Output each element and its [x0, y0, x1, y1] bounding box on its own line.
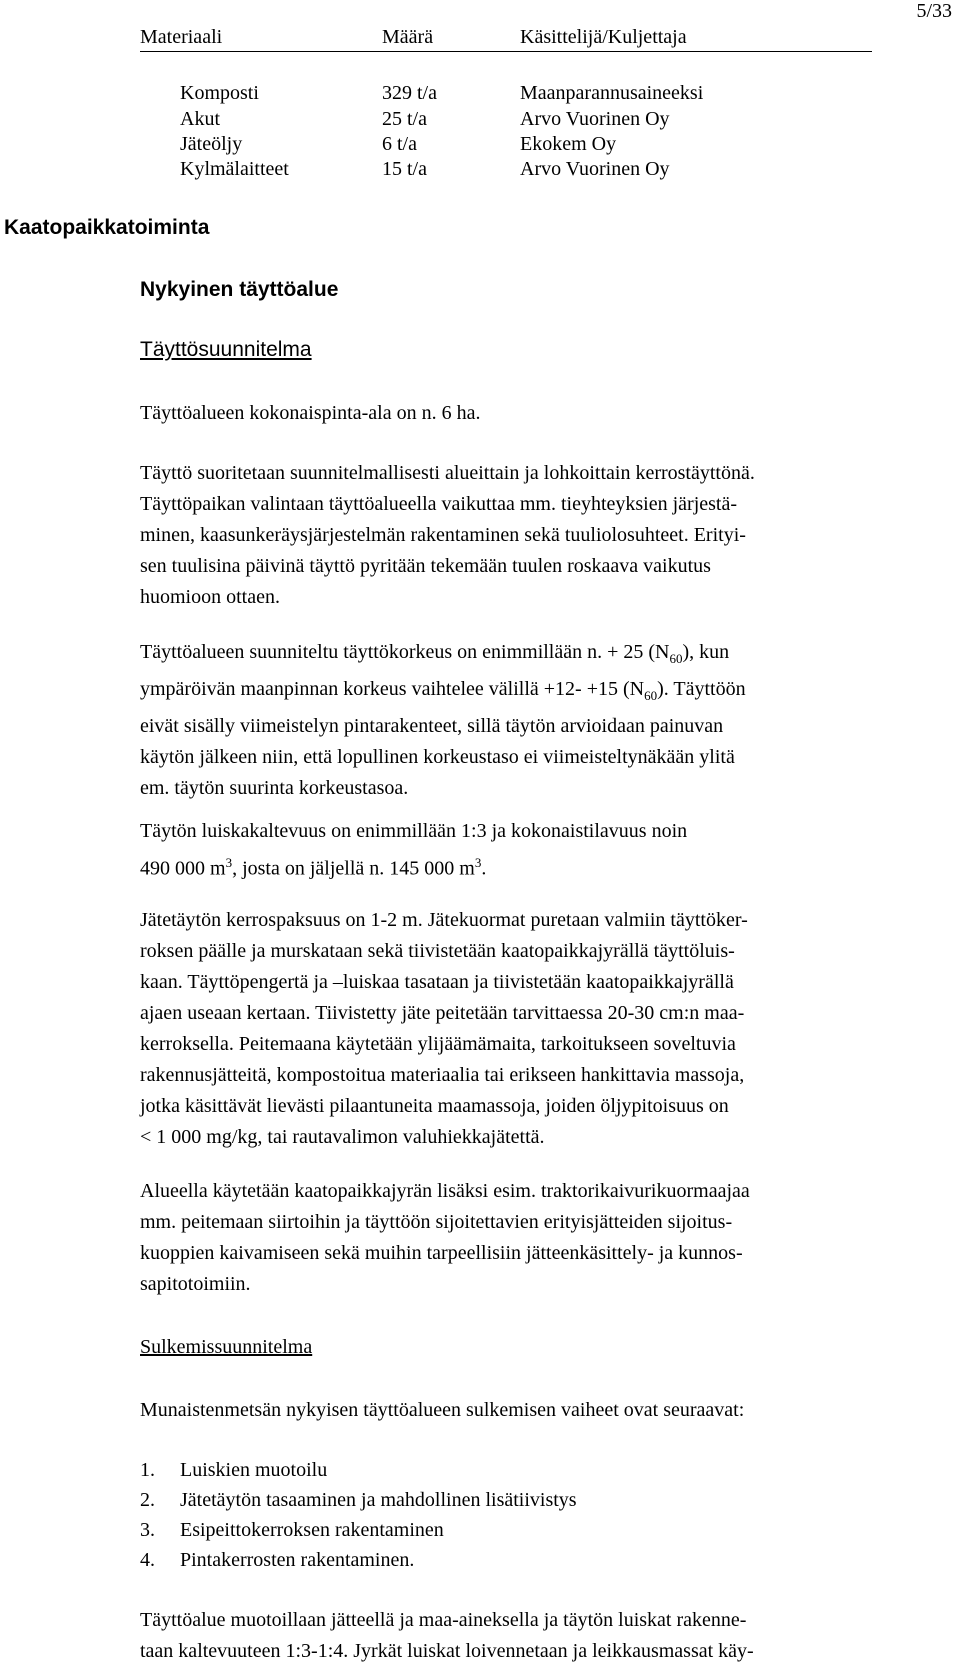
header-handler: Käsittelijä/Kuljettaja [520, 26, 687, 48]
row-material: Kylmälaitteet [180, 158, 289, 180]
slope-text-1: Täytön luiskakaltevuus on enimmillään 1:3 ja kokonaistilavuus noin 490 000 m [140, 820, 688, 880]
step-number: 3. [140, 1519, 155, 1541]
closure-heading: Sulkemissuunnitelma [140, 1336, 313, 1358]
row-handler: Ekokem Oy [520, 133, 617, 155]
slope-text-2: , josta on jäljellä n. 145 000 m [232, 857, 475, 880]
list-item [140, 1455, 327, 1486]
paragraph-final: Täyttöalue muotoillaan jätteellä ja maa-aineksella ja täytön luiskat rakenne- taan kaltevuuteen 1:3-1:4. Jyrkät luiskat loivennetaan ja leikkausmassat käy- [140, 1609, 754, 1662]
step-number: 1. [140, 1459, 155, 1481]
row-amount: 15 t/a [382, 158, 427, 180]
page-number: 5/33 [916, 0, 952, 22]
row-amount: 25 t/a [382, 108, 427, 130]
step-text: Luiskien muotoilu [180, 1459, 328, 1481]
height-text-2: ), kun ympäröivän maanpinnan korkeus vaihtelee välillä +12- +15 (N [140, 641, 730, 700]
row-material: Akut [180, 108, 220, 130]
paragraph-closure-intro: Munaistenmetsän nykyisen täyttöalueen sulkemisen vaiheet ovat seuraavat: [140, 1399, 745, 1421]
row-amount: 329 t/a [382, 82, 437, 104]
step-number: 4. [140, 1549, 155, 1571]
row-material: Jäteöljy [180, 133, 243, 155]
height-sub-2: 60 [644, 688, 658, 703]
step-text: Pintakerrosten rakentaminen. [180, 1549, 415, 1571]
height-text-1: Täyttöalueen suunniteltu täyttökorkeus on enimmillään n. + 25 (N [140, 641, 670, 663]
row-material: Komposti [180, 82, 259, 104]
height-sub-1: 60 [669, 651, 683, 666]
paragraph-fill: Täyttö suoritetaan suunnitelmallisesti alueittain ja lohkoittain kerrostäyttönä. Täyttöpaikan valintaan täyttöalueella vaikuttaa mm. tieyhteyksien järjestä- minen, kaasunkeräysjärjestelmän rakentaminen sekä tuuliolosuhteet. Erityi- sen tuulisina päivinä täyttö pyritään tekemään tuulen roskaava vaikutus huomioon ottaen. [140, 462, 755, 608]
paragraph-area: Täyttöalueen kokonaispinta-ala on n. 6 ha. [140, 402, 481, 424]
slope-sup-1: 3 [225, 855, 233, 870]
header-amount: Määrä [382, 26, 434, 48]
list-item [140, 1545, 414, 1576]
header-material: Materiaali [140, 26, 223, 48]
row-handler: Arvo Vuorinen Oy [520, 108, 670, 130]
row-handler: Maanparannusaineeksi [520, 82, 704, 104]
row-amount: 6 t/a [382, 133, 417, 155]
paragraph-height [140, 637, 940, 804]
header-underline [140, 51, 872, 52]
step-number: 2. [140, 1489, 155, 1511]
step-text: Esipeittokerroksen rakentaminen [180, 1519, 444, 1541]
fill-plan-heading: Täyttösuunnitelma [140, 338, 312, 361]
paragraph-slope [140, 816, 940, 885]
row-handler: Arvo Vuorinen Oy [520, 158, 670, 180]
list-item [140, 1485, 577, 1516]
section-title: Kaatopaikkatoiminta [4, 216, 210, 239]
list-item [140, 1515, 444, 1546]
subsection-title: Nykyinen täyttöalue [140, 278, 339, 301]
height-text-3: ). Täyttöön eivät sisälly viimeistelyn pintarakenteet, sillä täytön arvioidaan painuvan käytön jälkeen niin, että lopullinen korkeustaso ei viimeisteltynäkään ylitä em. täytön suurinta korkeustasoa. [140, 678, 746, 799]
slope-text-3: . [481, 857, 487, 880]
step-text: Jätetäytön tasaaminen ja mahdollinen lisätiivistys [180, 1489, 577, 1511]
paragraph-layer: Jätetäytön kerrospaksuus on 1-2 m. Jätekuormat puretaan valmiin täyttöker- roksen päälle ja murskataan sekä tiivistetään kaatopaikkajyrällä täyttöluis- kaan. Täyttöpengertä ja –luiskaa tasataan ja tiivistetään kaatopaikkajyrällä ajaen useaan kertaan. Tiivistetty jäte peitetään tarvittaessa 20-30 cm:n maa- kerroksella. Peitemaana käytetään ylijäämämaita, tarkoitukseen soveltuvia rakennusjätteitä, kompostoitua materiaalia tai erikseen hankittavia massoja, jotka käsittävät lievästi pilaantuneita maamassoja, joiden öljypitoisuus on < 1 000 mg/kg, tai rautavalimon valuhiekkajätettä. [140, 909, 748, 1148]
slope-sup-2: 3 [474, 855, 482, 870]
paragraph-machinery: Alueella käytetään kaatopaikkajyrän lisäksi esim. traktorikaivurikuormaajaa mm. peitemaan siirtoihin ja täyttöön sijoitettavien erityisjätteiden sijoitus- kuoppien kaivamiseen sekä muihin tarpeellisiin jätteenkäsittely- ja kunnos- sapitotoimiin. [140, 1180, 750, 1295]
